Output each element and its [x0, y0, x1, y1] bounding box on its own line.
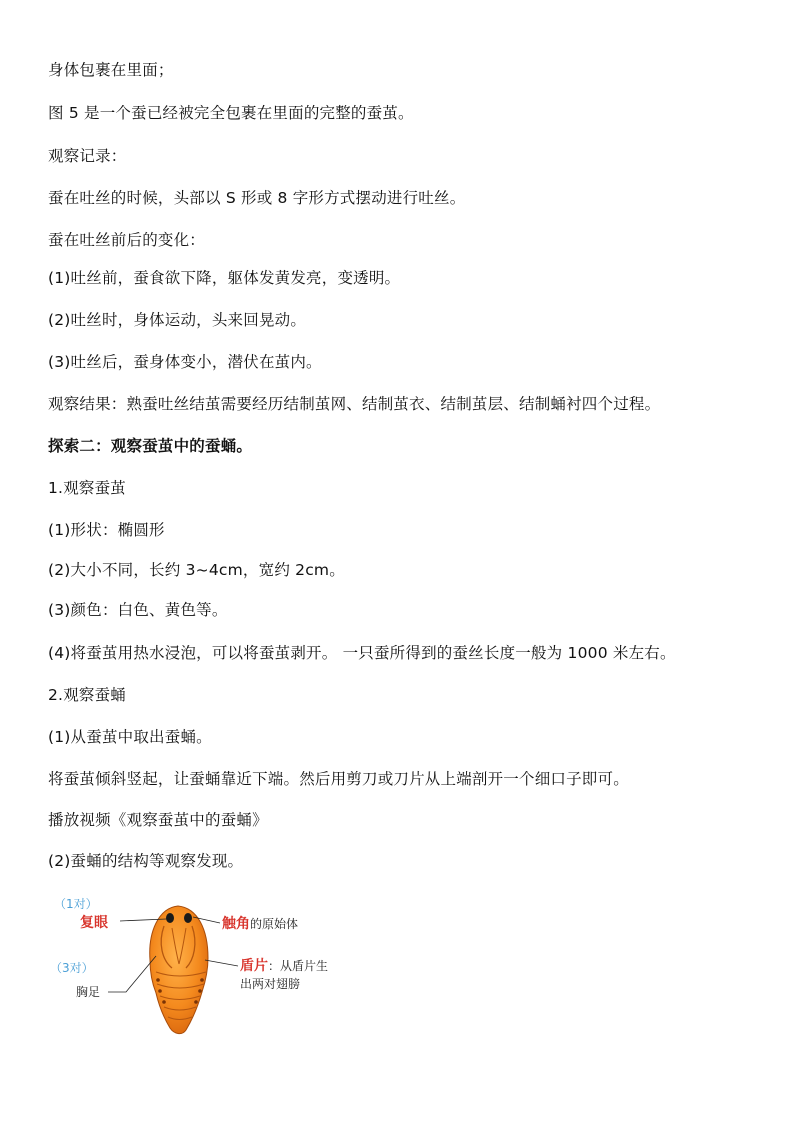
line-16: 2.观察蚕蛹 — [48, 686, 126, 704]
pupa-diagram — [40, 888, 370, 1038]
label-antenna-rest: 的原始体 — [250, 917, 299, 931]
label-shield-line — [240, 957, 328, 974]
line-3: 观察记录： — [48, 147, 127, 165]
label-compound-eye: 复眼 — [80, 915, 108, 931]
line-6: (1)吐丝前，蚕食欲下降，躯体发黄发亮，变透明。 — [48, 269, 401, 287]
line-20: (2)蚕蛹的结构等观察发现。 — [48, 852, 244, 870]
line-17: (1)从蚕茧中取出蚕蛹。 — [48, 728, 212, 746]
line-18: 将蚕茧倾斜竖起，让蚕蛹靠近下端。然后用剪刀或刀片从上端剖开一个细口子即可。 — [48, 770, 629, 788]
line-7: (2)吐丝时，身体运动，头来回晃动。 — [48, 311, 307, 329]
label-shield-rest-1: ：从盾片生 — [268, 959, 329, 973]
pupa-illustration — [150, 906, 208, 1034]
line-12: (1)形状：椭圆形 — [48, 521, 165, 539]
line-19: 播放视频《观察蚕茧中的蚕蛹》 — [48, 811, 268, 829]
label-leg-count: （3对） — [50, 961, 94, 975]
label-eye-count: （1对） — [54, 897, 98, 911]
label-thorax-legs: 胸足 — [76, 985, 101, 999]
line-9: 观察结果：熟蚕吐丝结茧需要经历结制茧网、结制茧衣、结制茧层、结制蛹衬四个过程。 — [48, 395, 661, 413]
line-11: 1.观察蚕茧 — [48, 479, 126, 497]
line-4: 蚕在吐丝的时候，头部以 S 形或 8 字形方式摆动进行吐丝。 — [48, 189, 466, 207]
label-shield: 盾片 — [240, 958, 268, 974]
line-2: 图 5 是一个蚕已经被完全包裹在里面的完整的蚕茧。 — [48, 104, 414, 122]
line-13: (2)大小不同，长约 3~4cm，宽约 2cm。 — [48, 561, 345, 579]
label-antenna: 触角 — [222, 916, 250, 932]
line-8: (3)吐丝后，蚕身体变小，潜伏在茧内。 — [48, 353, 322, 371]
label-shield-rest-2: 出两对翅膀 — [240, 977, 301, 991]
section-heading: 探索二：观察蚕茧中的蚕蛹。 — [48, 437, 253, 455]
line-1: 身体包裹在里面； — [48, 61, 174, 79]
line-15: (4)将蚕茧用热水浸泡，可以将蚕茧剥开。 一只蚕所得到的蚕丝长度一般为 1000 米左右。 — [48, 644, 676, 662]
line-14: (3)颜色：白色、黄色等。 — [48, 601, 228, 619]
label-antenna-line — [222, 915, 298, 932]
line-5: 蚕在吐丝前后的变化： — [48, 231, 206, 249]
